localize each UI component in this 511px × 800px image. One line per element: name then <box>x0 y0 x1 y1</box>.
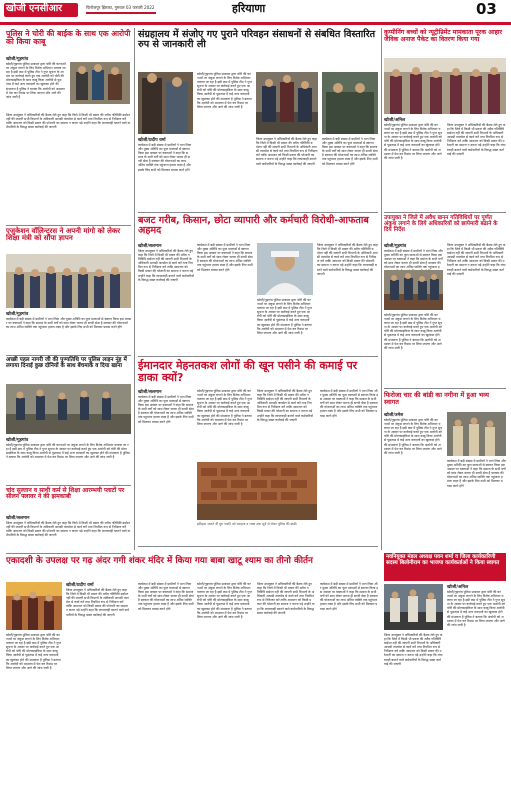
story-1-body: खोजी/गुड़गांव पुलिस प्रशासन द्वारा चोरी की घटनाओं पर अंकुश लगाने के लिए विशेष अभियान चलाया जा रहा है इसी क्रम में पुलिस टीम ने गुप्त सूचना के आधार पर कार्रवाई करते हुए एक आरोपी को चोरी की मोटरसाइकिल के साथ काबू किया आरोपी से पूछताछ में कई अन्य वारदातों का खुलासा होने की संभावना है पुलिस ने बताया कि आरोपी को अदालत में पेश कर रिमांड पर लिया जाएगा और आगे की जांच जारी है <box>6 62 66 99</box>
story-6-body-col2: खोजी/गुड़गांव पुलिस प्रशासन द्वारा चोरी की घटनाओं पर अंकुश लगाने के लिए विशेष अभियान चलाया जा रहा है इसी क्रम में पुलिस टीम ने गुप्त सूचना के आधार पर कार्रवाई करते हुए एक आरोपी को चोरी की मोटरसाइकिल के साथ काबू किया आरोपी से पूछताछ में कई अन्य वारदातों का खुलासा होने की संभावना है पुलिस ने बताया कि आरोपी को अदालत में पेश कर रिमांड पर लिया जाएगा और आगे की जांच जारी है <box>384 313 443 350</box>
story-12-byline: खोजी/अनिल <box>447 585 469 590</box>
divider <box>6 225 131 226</box>
story-2-photo-3 <box>322 72 378 134</box>
story-11-body-col4: जिला उपायुक्त ने अधिकारियों की बैठक लेते हुए कहा कि जिले में किसी भी प्रकार की अवैध गतिविधि बर्दाश्त नहीं की जाएगी सभी विभागों के अधिकारी आपसी तालमेल से कार्य करें तथा नियमित रूप से निरीक्षण करें ताकि आमजन को किसी प्रकार की परेशानी का सामना न करना पड़े उन्होंने कहा कि लापरवाही बरतने वाले कर्मचारियों के विरुद्ध सख्त कार्रवाई की जाएगी <box>257 582 315 615</box>
story-10-body: जिला उपायुक्त ने अधिकारियों की बैठक लेते हुए कहा कि जिले में किसी भी प्रकार की अवैध गतिविधि बर्दाश्त नहीं की जाएगी सभी विभागों के अधिकारी आपसी तालमेल से कार्य करें तथा नियमित रूप से निरीक्षण करें ताकि आमजन को किसी प्रकार की परेशानी का सामना न करना पड़े उन्होंने कहा कि लापरवाही बरतने वाले कर्मचारियों के विरुद्ध सख्त कार्रवाई की जाएगी <box>6 521 131 538</box>
story-6-photo <box>384 270 443 310</box>
story-2-body-col4: कार्यक्रम में बड़ी संख्या में ग्रामीणों ने भाग लिया और मुख्य अतिथि का फूल मालाओं से स्वागत किया इस अवसर पर वक्ताओं ने कहा कि समाज के सभी वर्गों को साथ लेकर चलना ही सच्ची सेवा है सरकार की योजनाओं का लाभ अंतिम व्यक्ति तक पहुंचाना हमारा लक्ष्य है और इसके लिए सभी को मिलकर प्रयास करने होंगे <box>322 137 378 166</box>
divider <box>384 212 506 213</box>
story-3-body-col1: खोजी/गुड़गांव पुलिस प्रशासन द्वारा चोरी की घटनाओं पर अंकुश लगाने के लिए विशेष अभियान चलाया जा रहा है इसी क्रम में पुलिस टीम ने गुप्त सूचना के आधार पर कार्रवाई करते हुए एक आरोपी को चोरी की मोटरसाइकिल के साथ काबू किया आरोपी से पूछताछ में कई अन्य वारदातों का खुलासा होने की संभावना है पुलिस ने बताया कि आरोपी को अदालत में पेश कर रिमांड पर लिया जाएगा और आगे की जांच जारी है <box>384 123 443 160</box>
story-12-headline: नवनियुक्त मंडल अध्यक्ष पवन शर्मा व जिला कार्यकारिणी सदस्य बिलोनीराम का भाजपा कार्यकर्ताओं ने किया स्वागत <box>386 554 500 566</box>
story-3-headline: कुप्पीनिंग बच्चों को न्यूट्रीन्रिमेंट मामकाता पूरक आहार जैविक अनाज पैकेट का वितरण किया गया <box>384 29 502 43</box>
story-10-byline: खोजी/सलमान <box>6 516 30 521</box>
masthead-date-line: फिरोजपुर झिरका, गुरुवार 03 फरवरी 2022 <box>86 5 155 10</box>
story-9-byline: खोजी/उमेश <box>384 413 404 418</box>
story-2-body-col3: जिला उपायुक्त ने अधिकारियों की बैठक लेते हुए कहा कि जिले में किसी भी प्रकार की अवैध गतिविधि बर्दाश्त नहीं की जाएगी सभी विभागों के अधिकारी आपसी तालमेल से कार्य करें तथा नियमित रूप से निरीक्षण करें ताकि आमजन को किसी प्रकार की परेशानी का सामना न करना पड़े उन्होंने कहा कि लापरवाही बरतने वाले कर्मचारियों के विरुद्ध सख्त कार्रवाई की जाएगी <box>256 137 318 166</box>
column-rule <box>134 28 135 550</box>
story-8-byline: खोजी/सलमान <box>138 390 162 395</box>
story-11-byline: खोजी/प्रदीप वर्मा <box>66 583 94 588</box>
story-8-body-col4: कार्यक्रम में बड़ी संख्या में ग्रामीणों ने भाग लिया और मुख्य अतिथि का फूल मालाओं से स्वागत किया इस अवसर पर वक्ताओं ने कहा कि समाज के सभी वर्गों को साथ लेकर चलना ही सच्ची सेवा है सरकार की योजनाओं का लाभ अंतिम व्यक्ति तक पहुंचाना हमारा लक्ष्य है और इसके लिए सभी को मिलकर प्रयास करने होंगे <box>320 389 378 418</box>
story-7-photo <box>6 384 131 434</box>
column-rule <box>381 28 382 550</box>
story-3-body-col2: जिला उपायुक्त ने अधिकारियों की बैठक लेते हुए कहा कि जिले में किसी भी प्रकार की अवैध गतिविधि बर्दाश्त नहीं की जाएगी सभी विभागों के अधिकारी आपसी तालमेल से कार्य करें तथा नियमित रूप से निरीक्षण करें ताकि आमजन को किसी प्रकार की परेशानी का सामना न करना पड़े उन्होंने कहा कि लापरवाही बरतने वाले कर्मचारियों के विरुद्ध सख्त कार्रवाई की जाएगी <box>447 123 506 156</box>
story-9-body-col2: कार्यक्रम में बड़ी संख्या में ग्रामीणों ने भाग लिया और मुख्य अतिथि का फूल मालाओं से स्वागत किया इस अवसर पर वक्ताओं ने कहा कि समाज के सभी वर्गों को साथ लेकर चलना ही सच्ची सेवा है सरकार की योजनाओं का लाभ अंतिम व्यक्ति तक पहुंचाना हमारा लक्ष्य है और इसके लिए सभी को मिलकर प्रयास करने होंगे <box>447 459 506 488</box>
story-2-body-col1: कार्यक्रम में बड़ी संख्या में ग्रामीणों ने भाग लिया और मुख्य अतिथि का फूल मालाओं से स्वागत किया इस अवसर पर वक्ताओं ने कहा कि समाज के सभी वर्गों को साथ लेकर चलना ही सच्ची सेवा है सरकार की योजनाओं का लाभ अंतिम व्यक्ति तक पहुंचाना हमारा लक्ष्य है और इसके लिए सभी को मिलकर प्रयास करने होंगे <box>138 143 192 172</box>
story-1-byline: खोजी/गुड़गांव <box>6 57 29 62</box>
story-6-headline: उपायुक्त ने जिले में अवैध खनन गतिविधियों पर पूर्णत अंकुश लगाने के लिये अधिकारियों को छापेमारी बढाने के दिये निर्देश <box>384 215 498 233</box>
story-4-headline: एजुकेशन वॉलिन्टरस ने अपनी मांगो को लेकर शिक्षा मंत्री को सौंपा ज्ञापन <box>6 227 121 243</box>
story-6-body-col3: जिला उपायुक्त ने अधिकारियों की बैठक लेते हुए कहा कि जिले में किसी भी प्रकार की अवैध गतिविधि बर्दाश्त नहीं की जाएगी सभी विभागों के अधिकारी आपसी तालमेल से कार्य करें तथा नियमित रूप से निरीक्षण करें ताकि आमजन को किसी प्रकार की परेशानी का सामना न करना पड़े उन्होंने कहा कि लापरवाही बरतने वाले कर्मचारियों के विरुद्ध सख्त कार्रवाई की जाएगी <box>447 243 506 276</box>
story-2-byline: खोजी/प्रदीप वर्मा <box>138 138 166 143</box>
story-7-byline: खोजी/गुड़गांव <box>6 438 29 443</box>
story-5-byline: खोजी/सलमान <box>138 244 162 249</box>
divider <box>138 356 378 357</box>
story-5-body-col3: खोजी/गुड़गांव पुलिस प्रशासन द्वारा चोरी की घटनाओं पर अंकुश लगाने के लिए विशेष अभियान चलाया जा रहा है इसी क्रम में पुलिस टीम ने गुप्त सूचना के आधार पर कार्रवाई करते हुए एक आरोपी को चोरी की मोटरसाइकिल के साथ काबू किया आरोपी से पूछताछ में कई अन्य वारदातों का खुलासा होने की संभावना है पुलिस ने बताया कि आरोपी को अदालत में पेश कर रिमांड पर लिया जाएगा और आगे की जांच जारी है <box>257 298 312 335</box>
story-5-body-col1: जिला उपायुक्त ने अधिकारियों की बैठक लेते हुए कहा कि जिले में किसी भी प्रकार की अवैध गतिविधि बर्दाश्त नहीं की जाएगी सभी विभागों के अधिकारी आपसी तालमेल से कार्य करें तथा नियमित रूप से निरीक्षण करें ताकि आमजन को किसी प्रकार की परेशानी का सामना न करना पड़े उन्होंने कहा कि लापरवाही बरतने वाले कर्मचारियों के विरुद्ध सख्त कार्रवाई की जाएगी <box>138 249 194 282</box>
story-8-body-col2: खोजी/गुड़गांव पुलिस प्रशासन द्वारा चोरी की घटनाओं पर अंकुश लगाने के लिए विशेष अभियान चलाया जा रहा है इसी क्रम में पुलिस टीम ने गुप्त सूचना के आधार पर कार्रवाई करते हुए एक आरोपी को चोरी की मोटरसाइकिल के साथ काबू किया आरोपी से पूछताछ में कई अन्य वारदातों का खुलासा होने की संभावना है पुलिस ने बताया कि आरोपी को अदालत में पेश कर रिमांड पर लिया जाएगा और आगे की जांच जारी है <box>197 389 252 426</box>
story-4-body: कार्यक्रम में बड़ी संख्या में ग्रामीणों ने भाग लिया और मुख्य अतिथि का फूल मालाओं से स्वागत किया इस अवसर पर वक्ताओं ने कहा कि समाज के सभी वर्गों को साथ लेकर चलना ही सच्ची सेवा है सरकार की योजनाओं का लाभ अंतिम व्यक्ति तक पहुंचाना हमारा लक्ष्य है और इसके लिए सभी को मिलकर प्रयास करने होंगे <box>6 317 131 330</box>
story-2-photo-2 <box>256 72 318 134</box>
story-10-headline: चांद सुल्तान व साथी कर्म से शिक्षा आरम्भयी प्लाटों पर सीलन फ्लावर ने की झमकाबी <box>6 487 125 501</box>
story-8-photo-caption: इतिहास जानते वीं पुरा भवति को सराहना व भाषा तथा सूर्य से लेकर पुलिस की बांडी। <box>197 522 298 526</box>
divider <box>6 485 131 486</box>
story-9-body-col1: खोजी/गुड़गांव पुलिस प्रशासन द्वारा चोरी की घटनाओं पर अंकुश लगाने के लिए विशेष अभियान चलाया जा रहा है इसी क्रम में पुलिस टीम ने गुप्त सूचना के आधार पर कार्रवाई करते हुए एक आरोपी को चोरी की मोटरसाइकिल के साथ काबू किया आरोपी से पूछताछ में कई अन्य वारदातों का खुलासा होने की संभावना है पुलिस ने बताया कि आरोपी को अदालत में पेश कर रिमांड पर लिया जाएगा और आगे की जांच जारी है <box>384 418 443 455</box>
masthead-subline <box>86 12 156 14</box>
story-5-body-col2: कार्यक्रम में बड़ी संख्या में ग्रामीणों ने भाग लिया और मुख्य अतिथि का फूल मालाओं से स्वागत किया इस अवसर पर वक्ताओं ने कहा कि समाज के सभी वर्गों को साथ लेकर चलना ही सच्ची सेवा है सरकार की योजनाओं का लाभ अंतिम व्यक्ति तक पहुंचाना हमारा लक्ष्य है और इसके लिए सभी को मिलकर प्रयास करने होंगे <box>197 243 253 272</box>
story-4-photo <box>6 254 131 308</box>
story-11-body-col2: कार्यक्रम में बड़ी संख्या में ग्रामीणों ने भाग लिया और मुख्य अतिथि का फूल मालाओं से स्वागत किया इस अवसर पर वक्ताओं ने कहा कि समाज के सभी वर्गों को साथ लेकर चलना ही सच्ची सेवा है सरकार की योजनाओं का लाभ अंतिम व्यक्ति तक पहुंचाना हमारा लक्ष्य है और इसके लिए सभी को मिलकर प्रयास करने होंगे <box>138 582 194 611</box>
story-9-photo <box>447 412 506 456</box>
story-11-headline: एकादशी के उपलक्ष पर गढ़ अंदर गगी शंकर मंदिर में किया गया बाबा खाटू श्याम का तीनो कीर्तन <box>6 556 313 566</box>
story-8-body-col3: जिला उपायुक्त ने अधिकारियों की बैठक लेते हुए कहा कि जिले में किसी भी प्रकार की अवैध गतिविधि बर्दाश्त नहीं की जाएगी सभी विभागों के अधिकारी आपसी तालमेल से कार्य करें तथा नियमित रूप से निरीक्षण करें ताकि आमजन को किसी प्रकार की परेशानी का सामना न करना पड़े उन्होंने कहा कि लापरवाही बरतने वाले कर्मचारियों के विरुद्ध सख्त कार्रवाई की जाएगी <box>257 389 313 422</box>
story-6-byline: खोजी/गुड़गांव <box>384 244 407 249</box>
divider <box>138 546 378 547</box>
story-5-headline: बजट गरीब, किसान, छोटा व्यापारी और कर्मचारी विरोधी-आफताब अहमद <box>138 215 369 237</box>
story-3-photo <box>384 58 506 114</box>
story-2-photo-main <box>138 72 193 134</box>
story-11-body-col5: कार्यक्रम में बड़ी संख्या में ग्रामीणों ने भाग लिया और मुख्य अतिथि का फूल मालाओं से स्वागत किया इस अवसर पर वक्ताओं ने कहा कि समाज के सभी वर्गों को साथ लेकर चलना ही सच्ची सेवा है सरकार की योजनाओं का लाभ अंतिम व्यक्ति तक पहुंचाना हमारा लक्ष्य है और इसके लिए सभी को मिलकर प्रयास करने होंगे <box>320 582 378 611</box>
story-2-headline: संग्रहालय में संजोए गए पुराने परिवहन संसाधनों से संबधित विस्तारित रुप से जानकारी ली <box>138 29 376 51</box>
story-12-body-col1: खोजी/गुड़गांव पुलिस प्रशासन द्वारा चोरी की घटनाओं पर अंकुश लगाने के लिए विशेष अभियान चलाया जा रहा है इसी क्रम में पुलिस टीम ने गुप्त सूचना के आधार पर कार्रवाई करते हुए एक आरोपी को चोरी की मोटरसाइकिल के साथ काबू किया आरोपी से पूछताछ में कई अन्य वारदातों का खुलासा होने की संभावना है पुलिस ने बताया कि आरोपी को अदालत में पेश कर रिमांड पर लिया जाएगा और आगे की जांच जारी है <box>447 590 506 627</box>
divider <box>384 388 506 389</box>
page-number: 03 <box>476 0 497 18</box>
story-5-body-col4: जिला उपायुक्त ने अधिकारियों की बैठक लेते हुए कहा कि जिले में किसी भी प्रकार की अवैध गतिविधि बर्दाश्त नहीं की जाएगी सभी विभागों के अधिकारी आपसी तालमेल से कार्य करें तथा नियमित रूप से निरीक्षण करें ताकि आमजन को किसी प्रकार की परेशानी का सामना न करना पड़े उन्होंने कहा कि लापरवाही बरतने वाले कर्मचारियों के विरुद्ध सख्त कार्रवाई की जाएगी <box>317 243 378 276</box>
story-11-photo <box>6 582 62 630</box>
story-4-byline: खोजी/गुड़गांव <box>6 312 29 317</box>
story-1-body-2: जिला उपायुक्त ने अधिकारियों की बैठक लेते हुए कहा कि जिले में किसी भी प्रकार की अवैध गतिविधि बर्दाश्त नहीं की जाएगी सभी विभागों के अधिकारी आपसी तालमेल से कार्य करें तथा नियमित रूप से निरीक्षण करें ताकि आमजन को किसी प्रकार की परेशानी का सामना न करना पड़े उन्होंने कहा कि लापरवाही बरतने वाले कर्मचारियों के विरुद्ध सख्त कार्रवाई की जाएगी <box>6 113 131 130</box>
story-3-byline: खोजी/अनिल <box>384 118 406 123</box>
story-12-photo <box>384 584 443 630</box>
story-6-body-col1: कार्यक्रम में बड़ी संख्या में ग्रामीणों ने भाग लिया और मुख्य अतिथि का फूल मालाओं से स्वागत किया इस अवसर पर वक्ताओं ने कहा कि समाज के सभी वर्गों को साथ लेकर चलना ही सच्ची सेवा है सरकार की योजनाओं का लाभ अंतिम व्यक्ति तक पहुंचाना ह <box>384 249 443 270</box>
story-9-headline: फिरोजा चार की बांडी का नगीना में हुआ भव्य स्वागत <box>384 391 490 406</box>
story-8-photo-bricks <box>197 462 317 520</box>
story-5-portrait <box>257 243 313 295</box>
divider <box>138 212 378 213</box>
divider <box>6 355 131 356</box>
divider <box>6 553 131 554</box>
story-11-body-col1: जिला उपायुक्त ने अधिकारियों की बैठक लेते हुए कहा कि जिले में किसी भी प्रकार की अवैध गतिविधि बर्दाश्त नहीं की जाएगी सभी विभागों के अधिकारी आपसी तालमेल से कार्य करें तथा नियमित रूप से निरीक्षण करें ताकि आमजन को किसी प्रकार की परेशानी का सामना न करना पड़े उन्होंने कहा कि लापरवाही बरतने वाले कर्मचारियों के विरुद्ध सख्त कार्रवाई की जाएगी <box>66 588 130 617</box>
story-1-photo <box>70 62 130 104</box>
story-11-body-col0: खोजी/गुड़गांव पुलिस प्रशासन द्वारा चोरी की घटनाओं पर अंकुश लगाने के लिए विशेष अभियान चलाया जा रहा है इसी क्रम में पुलिस टीम ने गुप्त सूचना के आधार पर कार्रवाई करते हुए एक आरोपी को चोरी की मोटरसाइकिल के साथ काबू किया आरोपी से पूछताछ में कई अन्य वारदातों का खुलासा होने की संभावना है पुलिस ने बताया कि आरोपी को अदालत में पेश कर रिमांड पर लिया जाएगा और आगे की जांच जारी है <box>6 633 61 670</box>
story-2-body-col2: खोजी/गुड़गांव पुलिस प्रशासन द्वारा चोरी की घटनाओं पर अंकुश लगाने के लिए विशेष अभियान चलाया जा रहा है इसी क्रम में पुलिस टीम ने गुप्त सूचना के आधार पर कार्रवाई करते हुए एक आरोपी को चोरी की मोटरसाइकिल के साथ काबू किया आरोपी से पूछताछ में कई अन्य वारदातों का खुलासा होने की संभावना है पुलिस ने बताया कि आरोपी को अदालत में पेश कर रिमांड पर लिया जाएगा और आगे की जांच जारी है <box>197 72 252 109</box>
masthead <box>0 0 511 27</box>
paper-name: खोजी एनसीआर <box>6 3 63 14</box>
masthead-rule <box>0 22 511 25</box>
story-8-body-col1: कार्यक्रम में बड़ी संख्या में ग्रामीणों ने भाग लिया और मुख्य अतिथि का फूल मालाओं से स्वागत किया इस अवसर पर वक्ताओं ने कहा कि समाज के सभी वर्गों को साथ लेकर चलना ही सच्ची सेवा है सरकार की योजनाओं का लाभ अंतिम व्यक्ति तक पहुंचाना हमारा लक्ष्य है और इसके लिए सभी को मिलकर प्रयास करने होंगे <box>138 395 194 424</box>
story-7-body: खोजी/गुड़गांव पुलिस प्रशासन द्वारा चोरी की घटनाओं पर अंकुश लगाने के लिए विशेष अभियान चलाया जा रहा है इसी क्रम में पुलिस टीम ने गुप्त सूचना के आधार पर कार्रवाई करते हुए एक आरोपी को चोरी की मोटरसाइकिल के साथ काबू किया आरोपी से पूछताछ में कई अन्य वारदातों का खुलासा होने की संभावना है पुलिस ने बताया कि आरोपी को अदालत में पेश कर रिमांड पर लिया जाएगा और आगे की जांच जारी है <box>6 443 130 460</box>
story-11-body-col3: खोजी/गुड़गांव पुलिस प्रशासन द्वारा चोरी की घटनाओं पर अंकुश लगाने के लिए विशेष अभियान चलाया जा रहा है इसी क्रम में पुलिस टीम ने गुप्त सूचना के आधार पर कार्रवाई करते हुए एक आरोपी को चोरी की मोटरसाइकिल के साथ काबू किया आरोपी से पूछताछ में कई अन्य वारदातों का खुलासा होने की संभावना है पुलिस ने बताया कि आरोपी को अदालत में पेश कर रिमांड पर लिया जाएगा और आगे की जांच जारी है <box>197 582 252 619</box>
story-8-headline: ईमानदार मेहनतकश लोगों की खून पसीने की कमाई पर डाका क्यों? <box>138 359 358 384</box>
story-1-headline: पुलिस ने चोरी की बाईक के साथ एक आरोपी को किया काबू <box>6 29 131 46</box>
section-title: हरियाणा <box>232 2 266 15</box>
story-7-headline: अच्छी पहल नागरी जी की पुण्यतिथि पर पुलिस लाइन नूंह में लगाया दिनाई कुछ दोनियों के साथ बेंचमार्क व दिया खाना <box>6 357 127 369</box>
story-12-body-col0: जिला उपायुक्त ने अधिकारियों की बैठक लेते हुए कहा कि जिले में किसी भी प्रकार की अवैध गतिविधि बर्दाश्त नहीं की जाएगी सभी विभागों के अधिकारी आपसी तालमेल से कार्य करें तथा नियमित रूप से निरीक्षण करें ताकि आमजन को किसी प्रकार की परेशानी का सामना न करना पड़े उन्होंने कहा कि लापरवाही बरतने वाले कर्मचारियों के विरुद्ध सख्त कार्रवाई की जाएगी <box>384 633 443 666</box>
